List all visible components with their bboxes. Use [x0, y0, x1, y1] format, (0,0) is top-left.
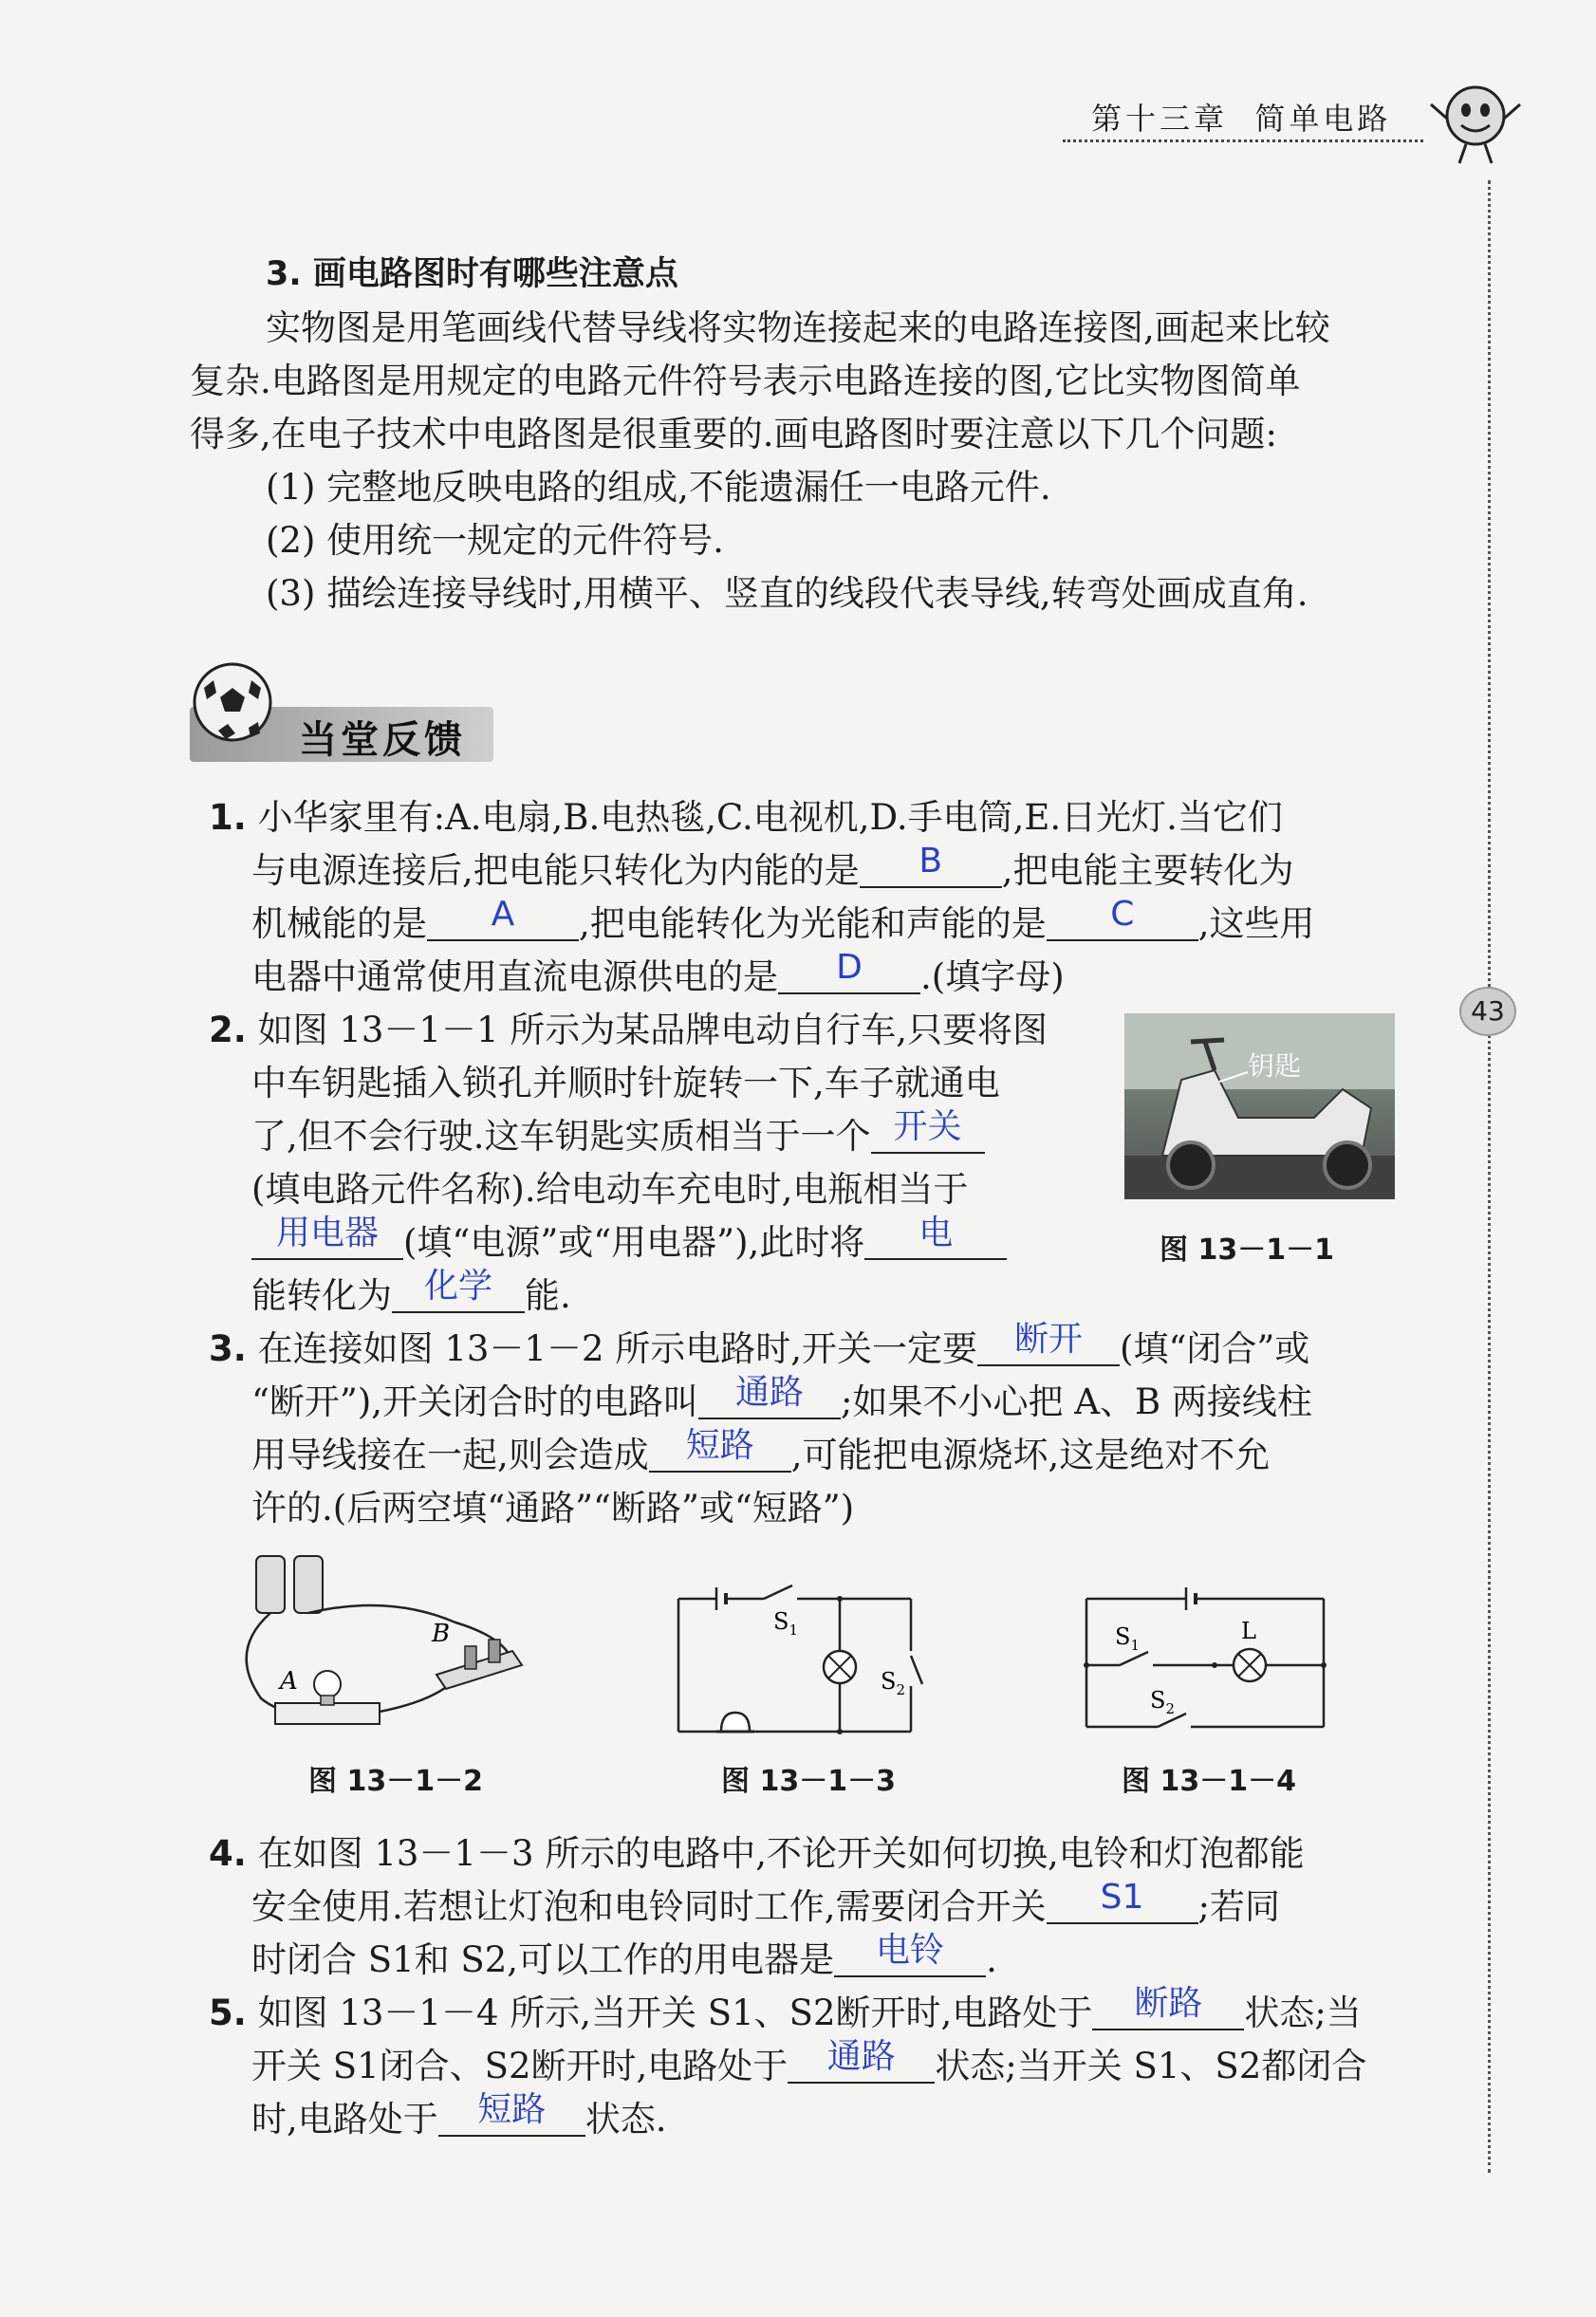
q4-answer-2: 电铃 — [876, 1931, 945, 1970]
fig-3-circuit-diagram — [674, 1580, 930, 1741]
notes-heading: 3. 画电路图时有哪些注意点 — [266, 255, 678, 293]
q5-line-3: 时,电路处于 短路 状态. — [251, 2093, 667, 2145]
q2-line-4: (填电路元件名称).给电动车充电时,电瓶相当于 — [251, 1169, 969, 1210]
q5-answer-1: 断路 — [1134, 1984, 1203, 2023]
q2-blank-1[interactable] — [871, 1107, 985, 1154]
q5-answer-3: 短路 — [477, 2090, 547, 2129]
fig-1-caption: 图 13－1－1 — [1160, 1233, 1334, 1267]
side-dotted-line — [1488, 180, 1491, 2173]
q3-line-3: 用导线接在一起,则会造成 短路 ,可能把电源烧坏,这是绝对不允 — [251, 1429, 1270, 1481]
photo-key-label: 钥匙 — [1248, 1050, 1302, 1082]
page-header — [1063, 95, 1423, 142]
q1-blank-3[interactable] — [1047, 895, 1198, 941]
q2-answer-4: 化学 — [423, 1267, 492, 1306]
q1-blank-4[interactable] — [778, 948, 920, 994]
fig-2-caption: 图 13－1－2 — [308, 1765, 483, 1798]
q4-line-2: 安全使用.若想让灯泡和电铃同时工作,需要闭合开关 S1 ;若同 — [251, 1881, 1280, 1933]
q1-answer-1: B — [919, 842, 943, 880]
soccer-ball-icon — [190, 659, 275, 745]
q1-line-3: 机械能的是 A ,把电能转化为光能和声能的是 C ,这些用 — [251, 898, 1315, 950]
q1-blank-2[interactable] — [427, 895, 579, 941]
fig-4-lamp-label: L — [1241, 1618, 1256, 1644]
q1-blank-1[interactable] — [860, 842, 1002, 888]
fig-3-s2-label: $S_2$ — [881, 1668, 905, 1698]
q2-answer-2: 用电器 — [275, 1214, 379, 1252]
q2-line-2: 中车钥匙插入锁孔并顺时针旋转一下,车子就通电 — [251, 1063, 1000, 1103]
q3-blank-2[interactable] — [698, 1373, 841, 1419]
q5-line-2: 开关 S1闭合、S2断开时,电路处于 通路 状态;当开关 S1、S2都闭合 — [251, 2040, 1366, 2092]
q2-blank-2[interactable] — [251, 1214, 403, 1260]
q3-answer-1: 断开 — [1014, 1320, 1084, 1359]
q5-blank-2[interactable] — [788, 2037, 935, 2084]
q5-blank-3[interactable] — [438, 2090, 585, 2137]
mascot-ball-icon — [1423, 76, 1528, 171]
q2-line-6: 能转化为 化学 能. — [251, 1270, 571, 1322]
q1-answer-4: D — [836, 948, 863, 987]
fig-4-s1-label: $S_1$ — [1115, 1623, 1140, 1654]
q2-blank-4[interactable] — [392, 1267, 525, 1313]
q2-answer-1: 开关 — [893, 1107, 962, 1146]
q2-line-1: 2. 如图 13－1－1 所示为某品牌电动自行车,只要将图 — [209, 1010, 1049, 1050]
header-title: 简单电路 — [1254, 101, 1392, 137]
q3-blank-3[interactable] — [649, 1426, 791, 1473]
notes-line-4: (1) 完整地反映电路的组成,不能遗漏任一电路元件. — [266, 467, 1051, 508]
fig-4-circuit-diagram — [1082, 1580, 1338, 1741]
fig-2-label-b: B — [432, 1620, 451, 1648]
q3-line-1: 3. 在连接如图 13－1－2 所示电路时,开关一定要 断开 (填“闭合”或 — [209, 1323, 1309, 1375]
q1-answer-2: A — [491, 895, 515, 934]
q1-line-2: 与电源连接后,把电能只转化为内能的是 B ,把电能主要转化为 — [251, 844, 1294, 897]
notes-line-5: (2) 使用统一规定的元件符号. — [266, 520, 724, 561]
fig-3-caption: 图 13－1－3 — [721, 1765, 896, 1798]
fig-4-caption: 图 13－1－4 — [1122, 1765, 1296, 1798]
q5-answer-2: 通路 — [826, 2037, 896, 2076]
page-number: 43 — [1459, 987, 1516, 1036]
q3-answer-2: 通路 — [735, 1373, 805, 1412]
q5-blank-1[interactable] — [1092, 1984, 1244, 2030]
q3-answer-3: 短路 — [685, 1426, 754, 1465]
section-title: 当堂反馈 — [299, 718, 466, 762]
q4-line-3: 时闭合 S1和 S2,可以工作的用电器是 电铃 . — [251, 1934, 997, 1986]
q1-line-4: 电器中通常使用直流电源供电的是 D .(填字母) — [251, 951, 1065, 1003]
scooter-photo — [1124, 1013, 1395, 1199]
q2-line-5: 用电器 (填“电源”或“用电器”),此时将 电 — [251, 1216, 1007, 1269]
q3-line-4: 许的.(后两空填“通路”“断路”或“短路”) — [251, 1488, 855, 1529]
q1-answer-3: C — [1110, 895, 1135, 934]
scooter-icon — [1124, 1013, 1395, 1199]
q4-blank-2[interactable] — [834, 1931, 986, 1977]
notes-line-1: 实物图是用笔画线代替导线将实物连接起来的电路连接图,画起来比较 — [266, 307, 1330, 348]
q4-blank-1[interactable] — [1047, 1878, 1198, 1924]
notes-line-2: 复杂.电路图是用规定的电路元件符号表示电路连接的图,它比实物图简单 — [190, 361, 1301, 401]
q2-blank-3[interactable] — [864, 1214, 1007, 1260]
q2-line-3: 了,但不会行驶.这车钥匙实质相当于一个 开关 — [251, 1110, 985, 1162]
q1-line-1: 1. 小华家里有:A.电扇,B.电热毯,C.电视机,D.手电筒,E.日光灯.当它们 — [209, 797, 1283, 838]
fig-2-label-a: A — [280, 1667, 298, 1696]
q4-answer-1: S1 — [1100, 1878, 1144, 1917]
q2-answer-3: 电 — [919, 1214, 954, 1252]
fig-2-physical-circuit — [237, 1547, 550, 1736]
fig-3-s1-label: $S_1$ — [773, 1608, 798, 1639]
header-chapter: 第十三章 简单电路 — [1091, 101, 1392, 137]
q3-line-2: “断开”),开关闭合时的电路叫 通路 ;如果不小心把 A、B 两接线柱 — [251, 1376, 1312, 1428]
fig-4-s2-label: $S_2$ — [1150, 1687, 1175, 1717]
notes-line-3: 得多,在电子技术中电路图是很重要的.画电路图时要注意以下几个问题: — [190, 414, 1277, 454]
q5-line-1: 5. 如图 13－1－4 所示,当开关 S1、S2断开时,电路处于 断路 状态;当 — [209, 1987, 1362, 2039]
q4-line-1: 4. 在如图 13－1－3 所示的电路中,不论开关如何切换,电铃和灯泡都能 — [209, 1833, 1305, 1874]
notes-line-6: (3) 描绘连接导线时,用横平、竖直的线段代表导线,转弯处画成直角. — [266, 573, 1308, 614]
q3-blank-1[interactable] — [977, 1320, 1120, 1366]
